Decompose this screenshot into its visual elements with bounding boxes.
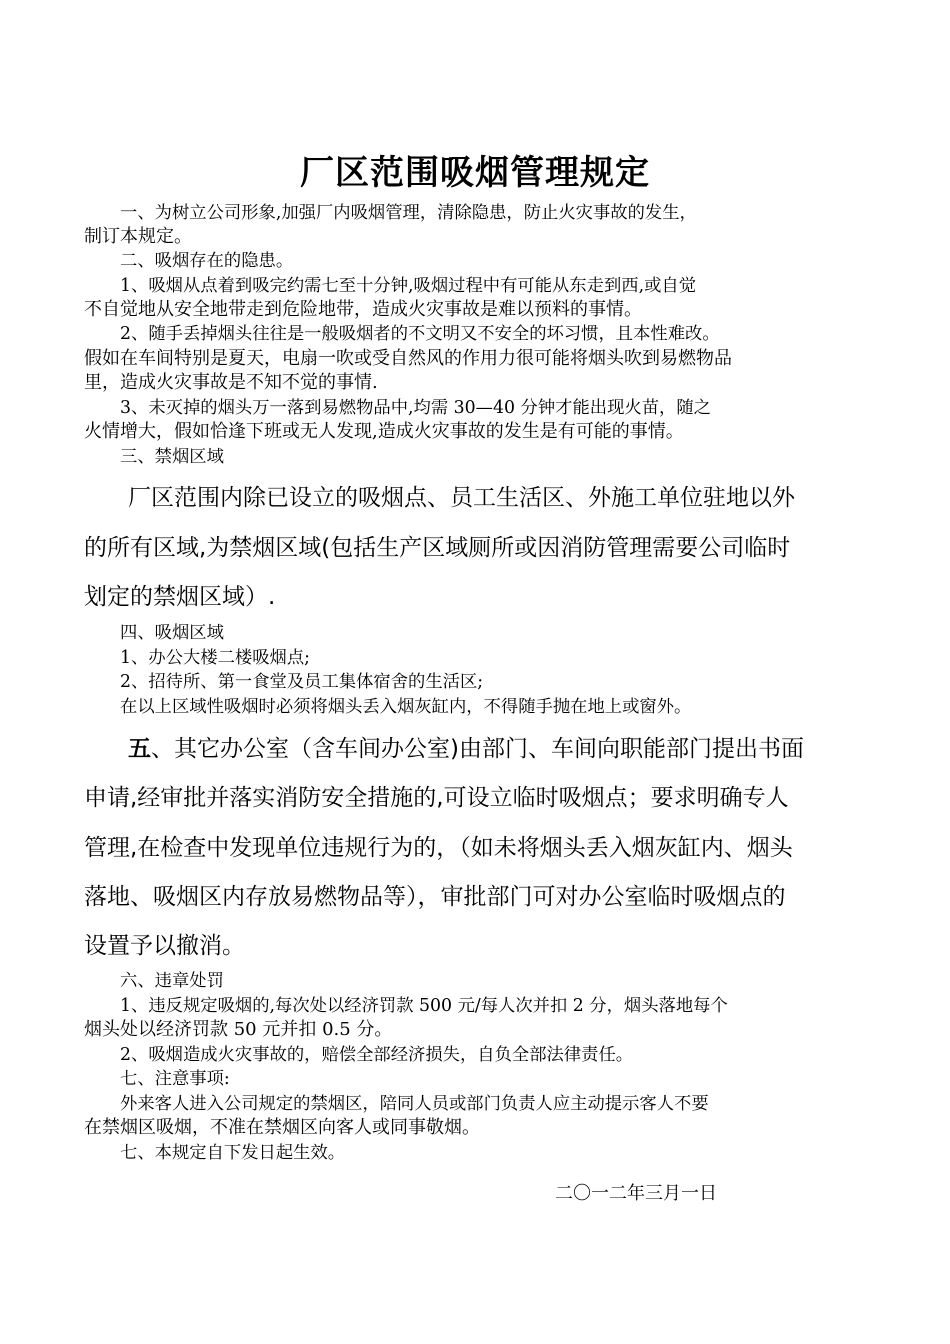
section-4-note: 在以上区域性吸烟时必须将烟头丢入烟灰缸内，不得随手抛在地上或窗外。 xyxy=(120,697,692,717)
section-5-number: 五 xyxy=(128,736,151,762)
section-2-item-3-line-1: 3、未灭掉的烟头万一落到易燃物品中,均需 30—40 分钟才能出现火苗，随之 xyxy=(120,398,711,418)
section-2-item-1-line-1: 1、吸烟从点着到吸完约需七至十分钟,吸烟过程中有可能从东走到西,或自觉 xyxy=(120,276,697,296)
section-3-body-line-1: 厂区范围内除已设立的吸烟点、员工生活区、外施工单位驻地以外 xyxy=(128,485,795,511)
section-1-line-2: 制订本规定。 xyxy=(84,226,192,247)
section-6-heading: 六、违章处罚 xyxy=(120,971,224,991)
section-2-heading: 二、吸烟存在的隐患。 xyxy=(120,251,294,271)
section-2-item-3-line-2: 火情增大，假如恰逢下班或无人发现,造成火灾事故的发生是有可能的事情。 xyxy=(84,421,684,442)
section-2-item-2-line-1: 2、随手丢掉烟头往往是一般吸烟者的不文明又不安全的坏习惯，且本性难改。 xyxy=(120,324,720,344)
section-7-body-line-2: 在禁烟区吸烟，不准在禁烟区向客人或同事敬烟。 xyxy=(84,1117,480,1138)
section-2-item-1-line-2: 不自觉地从安全地带走到危险地带，造成火灾事故是难以预料的事情。 xyxy=(84,299,642,320)
document-title: 厂区范围吸烟管理规定 xyxy=(300,153,650,193)
section-2-item-2-line-2: 假如在车间特别是夏天，电扇一吹或受自然风的作用力很可能将烟头吹到易燃物品 xyxy=(84,348,732,369)
section-5-line-5: 设置予以撤消。 xyxy=(84,933,245,959)
section-5-line-1 xyxy=(128,734,804,764)
section-4-item-2: 2、招待所、第一食堂及员工集体宿舍的生活区; xyxy=(120,672,484,692)
section-5-line-4: 落地、吸烟区内存放易燃物品等），审批部门可对办公室临时吸烟点的 xyxy=(84,884,786,910)
section-4-item-1: 1、办公大楼二楼吸烟点; xyxy=(120,648,310,668)
section-5-line-1-text: 、其它办公室（含车间办公室)由部门、车间向职能部门提出书面 xyxy=(151,736,804,762)
section-5-line-2: 申请,经审批并落实消防安全措施的,可设立临时吸烟点；要求明确专人 xyxy=(84,785,789,811)
section-7-heading: 七、注意事项: xyxy=(120,1069,230,1089)
section-6-item-1-line-1: 1、违反规定吸烟的,每次处以经济罚款 500 元/每人次并扣 2 分，烟头落地每个 xyxy=(120,996,728,1016)
section-6-item-2: 2、吸烟造成火灾事故的，赔偿全部经济损失，自负全部法律责任。 xyxy=(120,1045,634,1065)
section-3-body-line-2: 的所有区域,为禁烟区域(包括生产区域厕所或因消防管理需要公司临时 xyxy=(84,535,791,561)
section-2-item-2-line-3: 里，造成火灾事故是不知不觉的事情. xyxy=(84,372,378,393)
effective-clause: 七、本规定自下发日起生效。 xyxy=(120,1143,346,1163)
section-4-heading: 四、吸烟区域 xyxy=(120,623,224,643)
section-7-body-line-1: 外来客人进入公司规定的禁烟区，陪同人员或部门负责人应主动提示客人不要 xyxy=(120,1094,709,1114)
section-1-line-1: 一、为树立公司形象,加强厂内吸烟管理，清除隐患，防止火灾事故的发生， xyxy=(120,203,697,223)
section-6-item-1-line-2: 烟头处以经济罚款 50 元并扣 0.5 分。 xyxy=(84,1019,393,1040)
document-date: 二〇一二年三月一日 xyxy=(555,1183,717,1204)
section-3-body-line-3: 划定的禁烟区域）. xyxy=(84,584,276,610)
section-5-line-3: 管理,在检查中发现单位违规行为的，（如未将烟头丢入烟灰缸内、烟头 xyxy=(84,835,793,861)
section-3-heading: 三、禁烟区域 xyxy=(120,447,224,467)
